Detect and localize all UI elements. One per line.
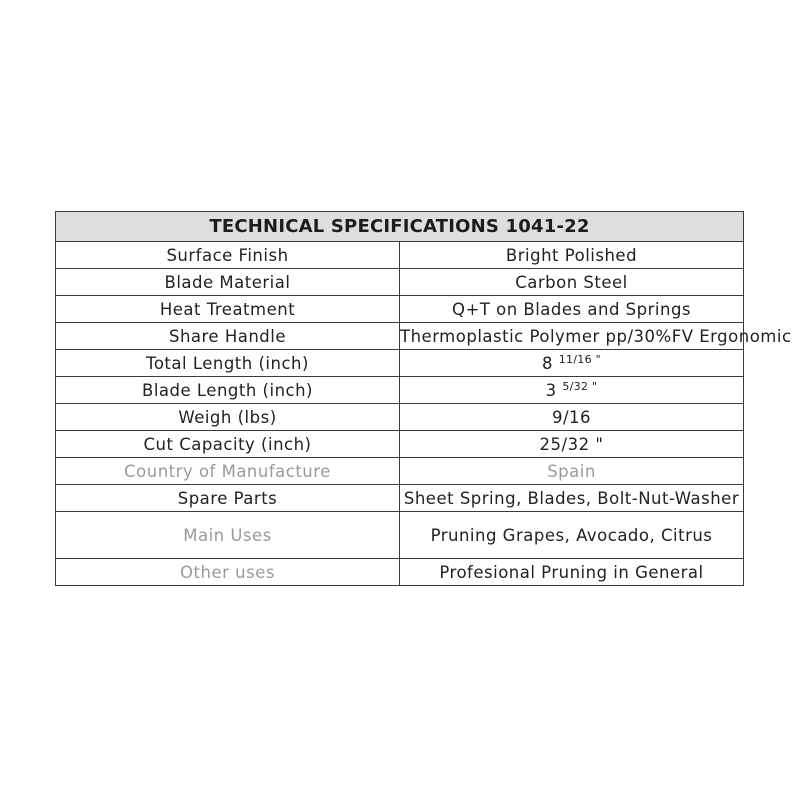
- row-label: Spare Parts: [56, 485, 400, 512]
- value-whole: 8: [541, 354, 553, 373]
- row-value: [400, 350, 744, 377]
- table-row: [56, 323, 744, 350]
- spec-table-title: TECHNICAL SPECIFICATIONS 1041-22: [56, 212, 744, 242]
- row-value: Spain: [400, 458, 744, 485]
- row-value: 25/32 ": [400, 431, 744, 458]
- table-row: [56, 404, 744, 431]
- table-row: [56, 458, 744, 485]
- spec-table-header: [56, 212, 744, 242]
- table-row: [56, 377, 744, 404]
- row-value: Q+T on Blades and Springs: [400, 296, 744, 323]
- table-row: [56, 242, 744, 269]
- row-label: Surface Finish: [56, 242, 400, 269]
- value-fraction: 5/32 ": [562, 380, 598, 393]
- table-row: [56, 350, 744, 377]
- row-label: Other uses: [56, 559, 400, 586]
- row-label: Share Handle: [56, 323, 400, 350]
- row-value: Thermoplastic Polymer pp/30%FV Ergonomic: [400, 323, 744, 350]
- spec-table: [55, 211, 792, 586]
- table-row: [56, 296, 744, 323]
- row-value: Pruning Grapes, Avocado, Citrus: [400, 512, 744, 559]
- row-label: Cut Capacity (inch): [56, 431, 400, 458]
- value-fraction: 11/16 ": [558, 353, 602, 366]
- row-label: Weigh (lbs): [56, 404, 400, 431]
- table-row: [56, 485, 744, 512]
- row-value: 9/16: [400, 404, 744, 431]
- table-row: [56, 512, 744, 559]
- row-label: Total Length (inch): [56, 350, 400, 377]
- row-label: Heat Treatment: [56, 296, 400, 323]
- value-whole: 3: [545, 381, 557, 400]
- row-value: Bright Polished: [400, 242, 744, 269]
- row-value: Sheet Spring, Blades, Bolt-Nut-Washer: [400, 485, 744, 512]
- row-value: [400, 377, 744, 404]
- row-label: Country of Manufacture: [56, 458, 400, 485]
- table-row: [56, 431, 744, 458]
- row-value: Carbon Steel: [400, 269, 744, 296]
- row-value: Profesional Pruning in General: [400, 559, 744, 586]
- row-label: Blade Material: [56, 269, 400, 296]
- table-row: [56, 559, 744, 586]
- row-label: Main Uses: [56, 512, 400, 559]
- row-label: Blade Length (inch): [56, 377, 400, 404]
- table-row: [56, 269, 744, 296]
